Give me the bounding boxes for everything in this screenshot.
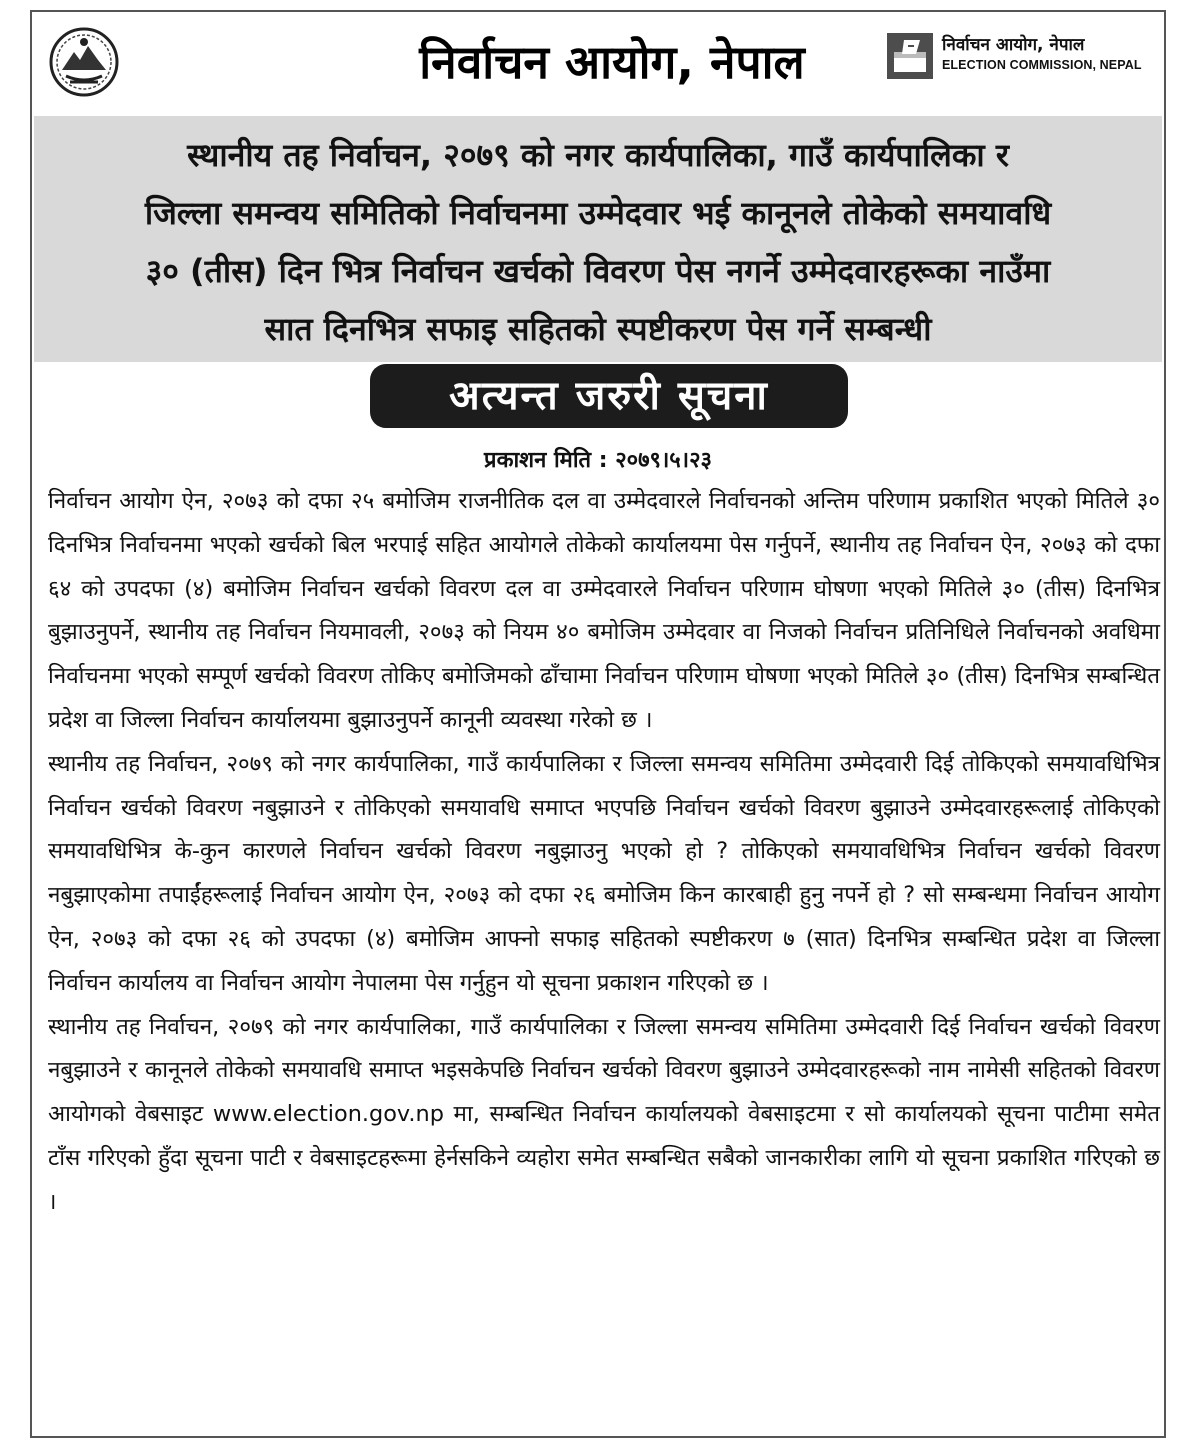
commission-name-nepali: निर्वाचन आयोग, नेपाल [942, 35, 1085, 55]
subject-line: जिल्ला समन्वय समितिको निर्वाचनमा उम्मेदवार भई कानूनले तोकेको समयावधि [144, 194, 1052, 232]
subject-band [34, 116, 1162, 362]
urgent-notice-heading: अत्यन्त जरुरी सूचना [370, 364, 848, 428]
notice-frame [30, 10, 1166, 1438]
publication-date: प्रकाशन मिति : २०७९।५।२३ [484, 448, 712, 473]
notice-body [48, 480, 1160, 1225]
body-paragraph: निर्वाचन आयोग ऐन, २०७३ को दफा २५ बमोजिम राजनीतिक दल वा उम्मेदवारले निर्वाचनको अन्तिम परिणाम प्रकाशित भएको मितिले ३० दिनभित्र निर्वाचनमा भएको खर्चको बिल भरपाई सहित आयोगले तोकेको कार्यालयमा पेस गर्नुपर्ने, स्थानीय तह निर्वाचन ऐन, २०७३ को दफा ६४ को उपदफा (४) बमोजिम निर्वाचन खर्चको विवरण दल वा उम्मेदवारले निर्वाचन परिणाम घोषणा भएको मितिले ३० (तीस) दिनभित्र बुझाउनुपर्ने, स्थानीय तह निर्वाचन नियमावली, २०७३ को नियम ४० बमोजिम उम्मेदवार वा निजको निर्वाचन प्रतिनिधिले निर्वाचनको अवधिमा निर्वाचनमा भएको सम्पूर्ण खर्चको विवरण तोकिए बमोजिमको ढाँचामा निर्वाचन परिणाम घोषणा भएको मितिले ३० (तीस) दिनभित्र सम्बन्धित प्रदेश वा जिल्ला निर्वाचन कार्यालयमा बुझाउनुपर्ने कानूनी व्यवस्था गरेको छ । [48, 488, 1160, 733]
ballot-box-icon [886, 32, 934, 80]
subject-line: स्थानीय तह निर्वाचन, २०७९ को नगर कार्यपालिका, गाउँ कार्यपालिका र [187, 136, 1009, 174]
commission-name-english: ELECTION COMMISSION, NEPAL [942, 58, 1142, 72]
page-title: निर्वाचन आयोग, नेपाल [419, 35, 805, 89]
body-paragraph: स्थानीय तह निर्वाचन, २०७९ को नगर कार्यपालिका, गाउँ कार्यपालिका र जिल्ला समन्वय समितिमा उम्मेदवारी दिई निर्वाचन खर्चको विवरण नबुझाउने र कानूनले तोकेको समयावधि समाप्त भइसकेपछि निर्वाचन खर्चको विवरण बुझाउने उम्मेदवारहरूको नाम नामेसी सहितको विवरण आयोगको वेबसाइट www.election.gov.np मा, सम्बन्धित निर्वाचन कार्यालयको वेबसाइटमा र सो कार्यालयको सूचना पाटीमा समेत टाँस गरिएको हुँदा सूचना पाटी र वेबसाइटहरूमा हेर्नसकिने व्यहोरा समेत सम्बन्धित सबैको जानकारीका लागि यो सूचना प्रकाशित गरिएको छ । [48, 1013, 1160, 1215]
nepal-emblem-icon [48, 26, 120, 98]
notice-header [32, 12, 1164, 112]
commission-name-block [942, 34, 1164, 74]
body-paragraph: स्थानीय तह निर्वाचन, २०७९ को नगर कार्यपालिका, गाउँ कार्यपालिका र जिल्ला समन्वय समितिमा उम्मेदवारी दिई तोकिएको समयावधिभित्र निर्वाचन खर्चको विवरण नबुझाउने र तोकिएको समयावधि समाप्त भएपछि निर्वाचन खर्चको विवरण बुझाउने उम्मेदवारहरूलाई तोकिएको समयावधिभित्र के-कुन कारणले निर्वाचन खर्चको विवरण नबुझाउनु भएको हो ? तोकिएको समयावधिभित्र निर्वाचन खर्चको विवरण नबुझाएकोमा तपाईंहरूलाई निर्वाचन आयोग ऐन, २०७३ को दफा २६ बमोजिम किन कारबाही हुनु नपर्ने हो ? सो सम्बन्धमा निर्वाचन आयोग ऐन, २०७३ को दफा २६ को उपदफा (४) बमोजिम आफ्नो सफाइ सहितको स्पष्टीकरण ७ (सात) दिनभित्र सम्बन्धित प्रदेश वा जिल्ला निर्वाचन कार्यालय वा निर्वाचन आयोग नेपालमा पेस गर्नुहुन यो सूचना प्रकाशन गरिएको छ । [48, 750, 1160, 996]
subject-line: सात दिनभित्र सफाइ सहितको स्पष्टीकरण पेस गर्ने सम्बन्धी [264, 310, 932, 348]
subject-line: ३० (तीस) दिन भित्र निर्वाचन खर्चको विवरण पेस नगर्ने उम्मेदवारहरूका नाउँमा [145, 252, 1051, 290]
